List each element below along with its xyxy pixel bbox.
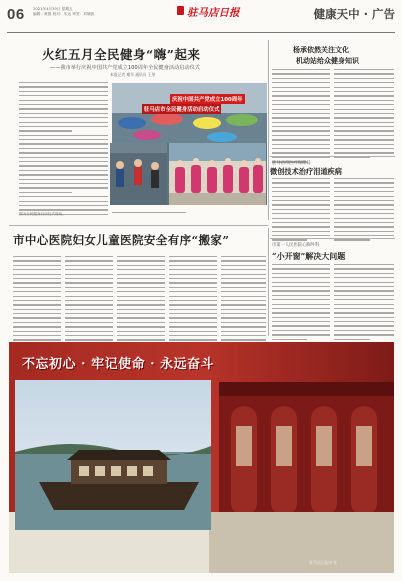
performers-image bbox=[169, 143, 266, 205]
brief-body-col2 bbox=[334, 178, 394, 244]
spectators-image bbox=[110, 143, 167, 205]
lead-body-col1 bbox=[19, 82, 108, 218]
mid-small-body-col1 bbox=[272, 264, 330, 343]
column-divider bbox=[268, 40, 269, 220]
lead-caption: 图为全民健身启动仪式现场。 bbox=[19, 212, 66, 216]
lead-body-below-photo bbox=[112, 212, 267, 216]
mid-body-col4 bbox=[169, 256, 217, 348]
right-box-body-col1 bbox=[272, 69, 330, 166]
brief-headline: 微创技术治疗泪道疾病 bbox=[270, 167, 342, 176]
brief-divider bbox=[270, 156, 395, 157]
mid-headline: 市中心医院妇女儿童医院安全有序“搬家” bbox=[13, 233, 230, 247]
photo-banner-2: 驻马店市全民健身活动启动仪式 bbox=[142, 104, 221, 114]
dateline bbox=[33, 7, 94, 16]
mid-column-divider bbox=[268, 228, 269, 336]
dateline-date: 2021年4月30日 星期五 bbox=[33, 7, 73, 11]
masthead-emblem-icon bbox=[177, 6, 184, 15]
brief-kicker: 驻马店市医疗保障局 bbox=[272, 161, 311, 166]
header-rule bbox=[7, 32, 395, 33]
ad-illustration bbox=[9, 342, 394, 573]
mid-body-col2 bbox=[65, 256, 113, 348]
ad-footer: 驻马店日报社宣 bbox=[309, 560, 337, 565]
mid-body-col3 bbox=[117, 256, 165, 348]
mid-body-col1 bbox=[13, 256, 61, 348]
lead-byline: 本报记者 谢军 通讯员 王坚 bbox=[110, 72, 156, 77]
page-header bbox=[0, 0, 402, 40]
lead-photo-small bbox=[110, 143, 167, 205]
lead-photo-performers bbox=[169, 143, 266, 205]
section-title: 健康天中 · 广告 bbox=[313, 7, 395, 21]
right-box-headline-1: 杨承依然关注文化 bbox=[293, 45, 349, 54]
mid-divider bbox=[9, 225, 268, 226]
ad-banner bbox=[9, 342, 394, 573]
ad-slogan: 不忘初心 · 牢记使命 · 永远奋斗 bbox=[22, 357, 215, 372]
mid-small-headline: “小开窗”解决大问题 bbox=[272, 251, 346, 261]
right-box-headline-2: 机动站给众健身知识 bbox=[296, 56, 359, 65]
lead-headline: 火红五月全民健身“嗨”起来 bbox=[42, 47, 201, 62]
page-number: 06 bbox=[7, 6, 25, 23]
mid-small-body-col2 bbox=[334, 264, 394, 343]
mid-body-col5 bbox=[221, 256, 266, 348]
mid-small-kicker: 市第一人民医院心胸外科 bbox=[272, 243, 320, 248]
photo-banner-1: 庆祝中国共产党成立100周年 bbox=[170, 94, 245, 104]
right-box-body-col2 bbox=[334, 69, 394, 161]
lead-subhead: ——我市举行庆祝中国共产党成立100周年全民健身活动启动仪式 bbox=[50, 65, 200, 71]
brief-body-col1 bbox=[272, 178, 330, 244]
masthead-logo: 驻马店日报 bbox=[187, 7, 240, 19]
dateline-editors: 编辑：黄胜 校对：朱运 审签：刘晓凯 bbox=[33, 11, 95, 16]
mid-small-divider bbox=[270, 238, 395, 239]
